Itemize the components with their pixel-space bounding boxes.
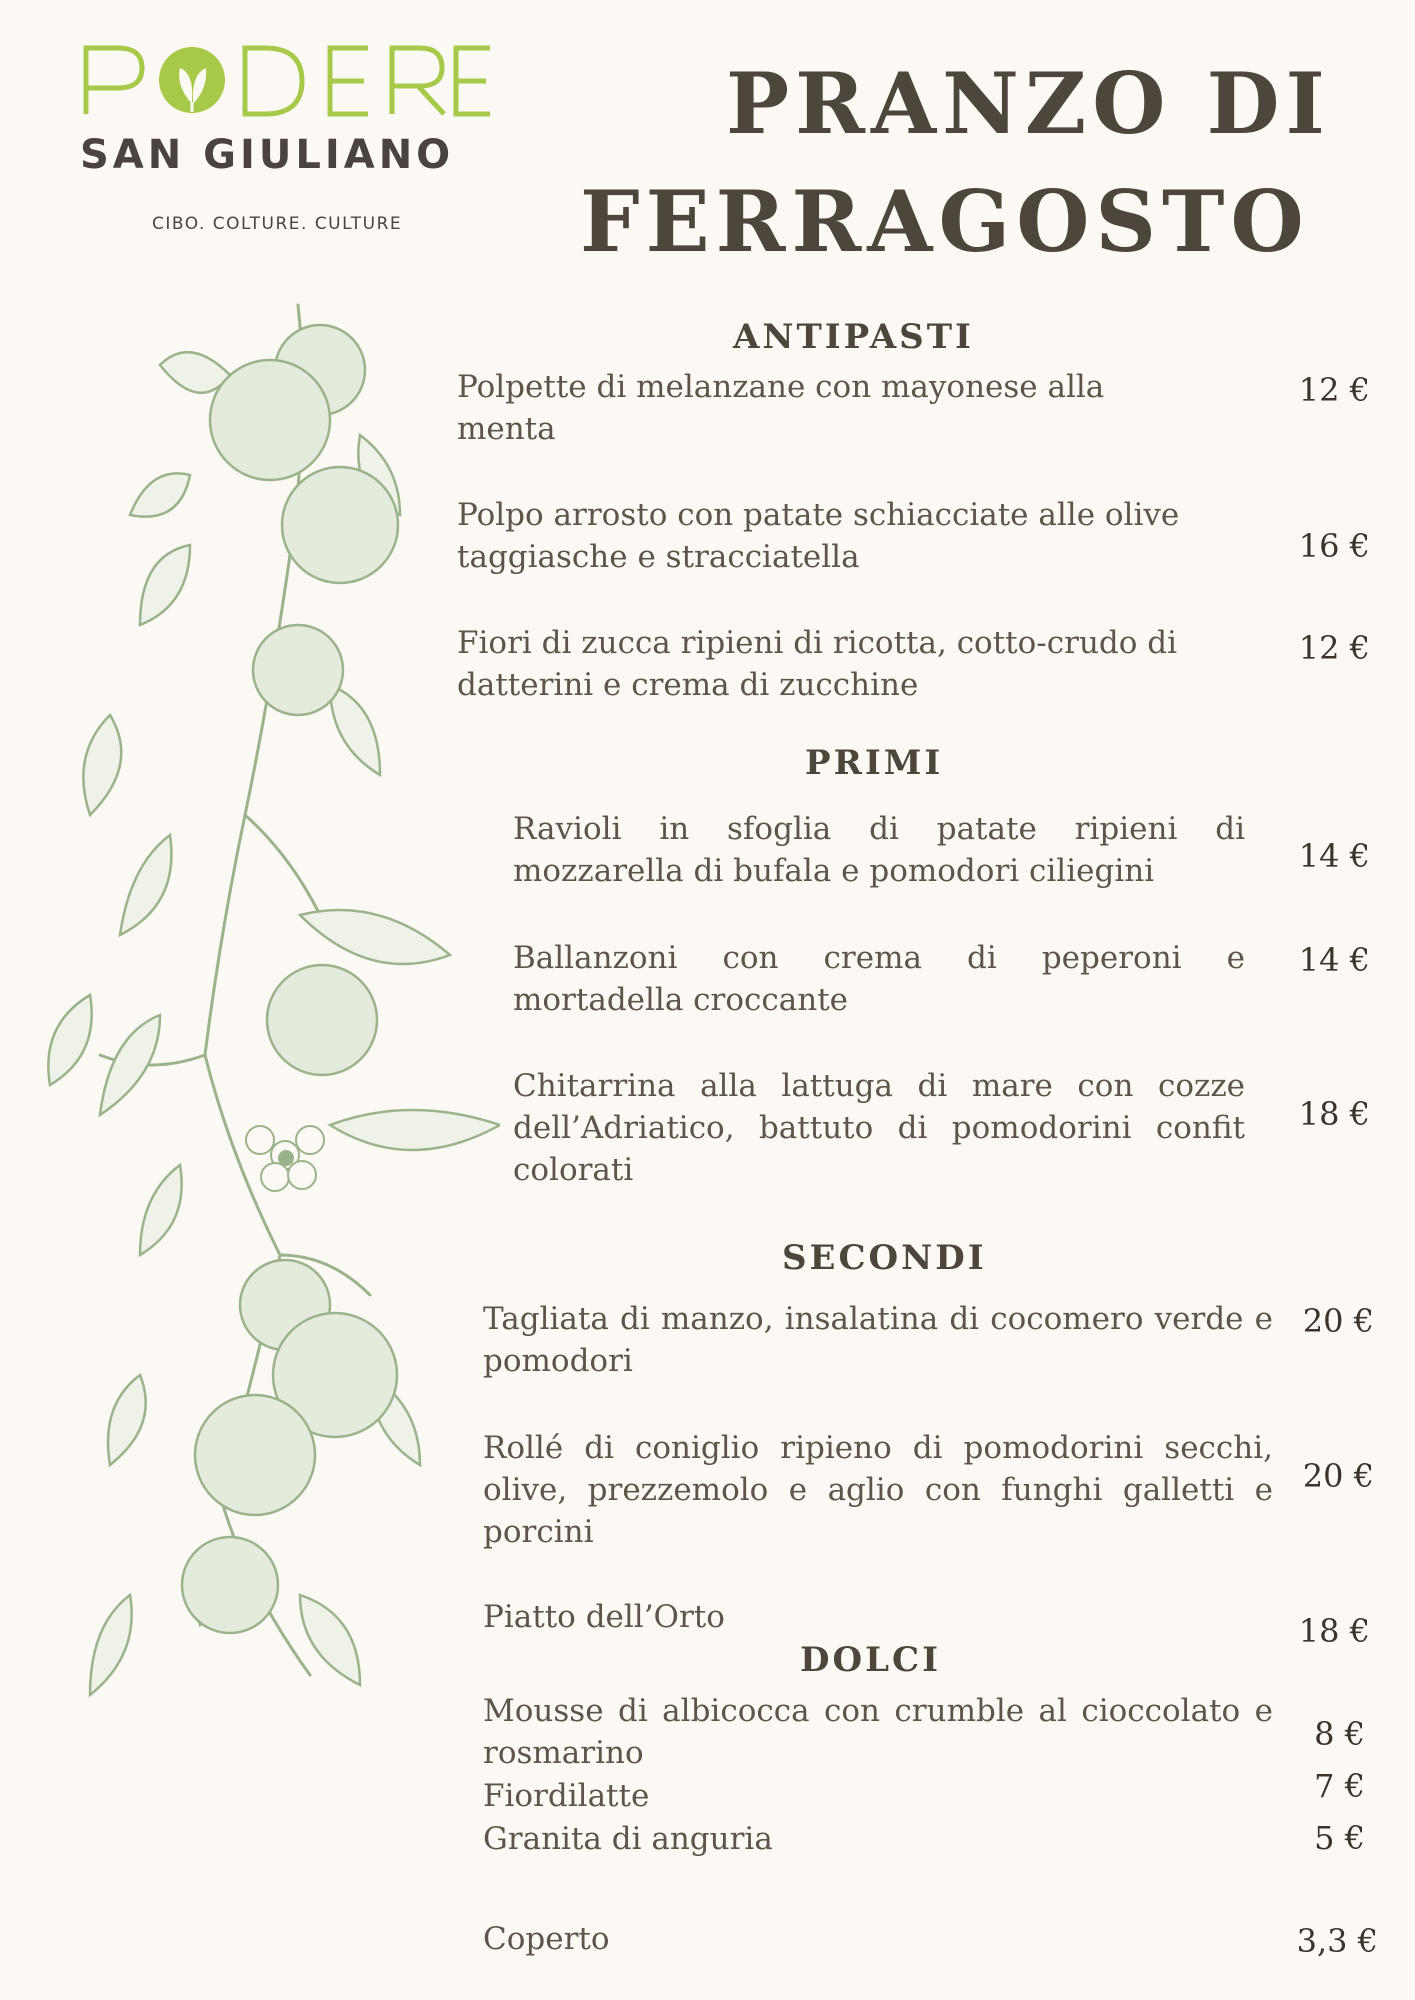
menu-item-name: Fiordilatte: [483, 1778, 650, 1814]
menu-item-name: Piatto dell’Orto: [483, 1599, 725, 1635]
cover-charge-price: 3,3 €: [1296, 1922, 1378, 1960]
logo-tagline: CIBO. COLTURE. CULTURE: [152, 214, 403, 234]
section-heading-dolci: DOLCI: [800, 1640, 941, 1680]
menu-item-name: Ravioli in sfoglia di patate ripieni di mozzarella di bufala e pomodori ciliegini: [513, 811, 1245, 889]
menu-item-price: 20 €: [1302, 1457, 1374, 1495]
menu-item-name: Mousse di albicocca con crumble al cioccolato e rosmarino: [483, 1693, 1273, 1771]
menu-item-price: 14 €: [1298, 837, 1370, 875]
menu-item-price: 5 €: [1314, 1819, 1365, 1857]
menu-item-price: 20 €: [1302, 1302, 1374, 1340]
menu-title-line2: FERRAGOSTO: [580, 172, 1310, 271]
logo-wordmark: [80, 42, 490, 122]
fruit-branch-illustration: [30, 295, 500, 1815]
menu-item-name: Chitarrina alla lattuga di mare con cozze dell’Adriatico, battuto di pomodorini confit colorati: [513, 1068, 1245, 1188]
menu-item-name: Fiori di zucca ripieni di ricotta, cotto-crudo di datterini e crema di zucchine: [457, 625, 1178, 703]
menu-item-price: 8 €: [1314, 1715, 1365, 1753]
logo-name: SAN GIULIANO: [80, 132, 455, 178]
menu-item-name: Rollé di coniglio ripieno di pomodorini secchi, olive, prezzemolo e aglio con funghi galletti e porcini: [483, 1430, 1273, 1550]
menu-item-name: Ballanzoni con crema di peperoni e mortadella croccante: [513, 940, 1245, 1018]
menu-title-line1: PRANZO DI: [726, 54, 1331, 153]
cover-charge-label: Coperto: [483, 1921, 610, 1957]
menu-item-name: Polpo arrosto con patate schiacciate alle olive taggiasche e stracciatella: [457, 497, 1180, 575]
menu-item-price: 14 €: [1298, 941, 1370, 979]
menu-item-price: 7 €: [1314, 1767, 1365, 1805]
section-heading-primi: PRIMI: [805, 743, 944, 783]
menu-item-price: 18 €: [1298, 1095, 1370, 1133]
menu-item-price: 16 €: [1298, 527, 1370, 565]
menu-item-name: Granita di anguria: [483, 1821, 773, 1857]
menu-item-price: 12 €: [1298, 629, 1370, 667]
menu-item-name: Tagliata di manzo, insalatina di cocomero verde e pomodori: [483, 1301, 1273, 1379]
menu-item-price: 12 €: [1298, 371, 1370, 409]
section-heading-secondi: SECONDI: [782, 1238, 987, 1278]
menu-item-name: Polpette di melanzane con mayonese alla menta: [457, 369, 1105, 447]
menu-item-price: 18 €: [1298, 1612, 1370, 1650]
section-heading-antipasti: ANTIPASTI: [733, 317, 974, 357]
